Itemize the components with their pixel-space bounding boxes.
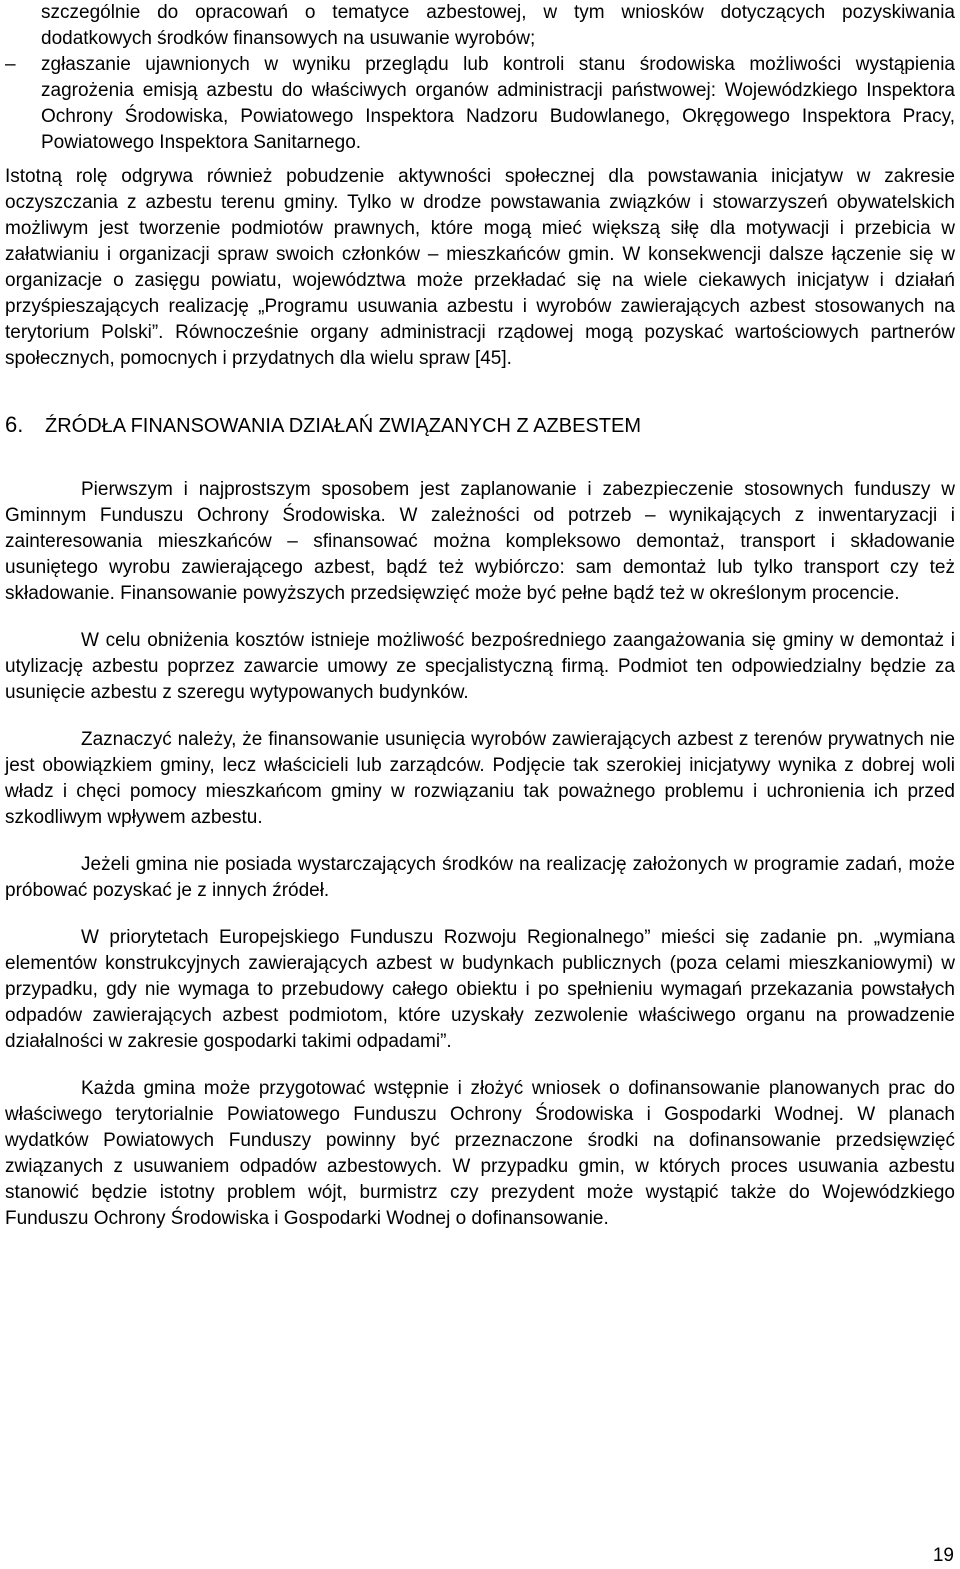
page-number: 19 — [932, 1545, 954, 1566]
section-number: 6. — [5, 412, 24, 437]
paragraph-financing-3: Zaznaczyć należy, że finansowanie usunięcia wyrobów zawierających azbest z terenów prywatnych nie jest obowiązkiem gminy, lecz właścicieli lub zarządców. Podjęcie tak szerokiej inicjatywy wynika z dobrej woli władz i chęci pomocy mieszkańcom gminy w rozwiązaniu tak poważnego problemu i uchronienia ich przed szkodliwym wpływem azbestu. — [5, 729, 955, 828]
bullet-continuation-text: szczególnie do opracowań o tematyce azbestowej, w tym wniosków dotyczących pozyskiwania dodatkowych środków finansowych na usuwanie wyrobów; — [41, 2, 955, 49]
section-heading — [5, 412, 955, 439]
paragraph-financing-5: W priorytetach Europejskiego Funduszu Rozwoju Regionalnego” mieści się zadanie pn. „wymiana elementów konstrukcyjnych zawierających azbest w budynkach publicznych (poza celami mieszkaniowymi) w przypadku, gdy nie wymaga to przebudowy całego obiektu i po spełnieniu wymagań przekazania powstałych odpadów zawierających azbest podmiotom, które uzyskały zezwolenie właściwego organu na prowadzenie działalności w zakresie gospodarki takimi odpadami”. — [5, 927, 955, 1052]
section-title: ŹRÓDŁA FINANSOWANIA DZIAŁAŃ ZWIĄZANYCH Z AZBESTEM — [45, 415, 641, 437]
bullet-item — [5, 52, 955, 156]
paragraph-financing-1: Pierwszym i najprostszym sposobem jest zaplanowanie i zabezpieczenie stosownych funduszy w Gminnym Funduszu Ochrony Środowiska. W zależności od potrzeb – wynikających z inwentaryzacji i zainteresowania mieszkańców – sfinansować można kompleksowo demontaż, transport i składowanie usuniętego wyrobu zawierającego azbest, bądź też wybiórczo: sam demontaż lub tylko transport czy też składowanie. Finansowanie powyższych przedsięwzięć może być pełne bądź też w określonym procencie. — [5, 479, 955, 604]
bullet-dash: – — [5, 54, 16, 75]
paragraph-financing-4: Jeżeli gmina nie posiada wystarczających środków na realizację założonych w programie zadań, może próbować pozyskać je z innych źródeł. — [5, 854, 955, 901]
paragraph-social-activity: Istotną rolę odgrywa również pobudzenie aktywności społecznej dla powstawania inicjatyw w zakresie oczyszczania z azbestu terenu gminy. Tylko w drodze powstawania związków i stowarzyszeń obywatelskich możliwym jest tworzenie podmiotów prawnych, które mogą mieć większą siłę dla motywacji i przebicia w załatwianiu i organizacji spraw swoich członków – mieszkańców gmin. W konsekwencji dalsze łączenie się w organizacje o zasięgu powiatu, województwa może przekładać się na wiele ciekawych inicjatyw i działań przyśpieszających realizację „Programu usuwania azbestu i wyrobów zawierających azbest stosowanych na terytorium Polski”. Równocześnie organy administracji rządowej mogą pozyskać wartościowych partnerów społecznych, pomocnych i przydatnych dla wielu spraw [45]. — [5, 166, 955, 369]
paragraph-financing-6: Każda gmina może przygotować wstępnie i złożyć wniosek o dofinansowanie planowanych prac do właściwego terytorialnie Powiatowego Funduszu Ochrony Środowiska i Gospodarki Wodnej. W planach wydatków Powiatowych Funduszy powinny być przeznaczone środki na dofinansowanie przedsięwzięć związanych z usuwaniem odpadów azbestowych. W przypadku gmin, w których proces usuwania azbestu stanowić będzie istotny problem wójt, burmistrz czy prezydent może wystąpić także do Wojewódzkiego Funduszu Ochrony Środowiska i Gospodarki Wodnej o dofinansowanie. — [5, 1078, 955, 1229]
paragraph-financing-2: W celu obniżenia kosztów istnieje możliwość bezpośredniego zaangażowania się gminy w demontaż i utylizację azbestu poprzez zawarcie umowy ze specjalistyczną firmą. Podmiot ten odpowiedzialny będzie za usunięcie azbestu z szeregu wytypowanych budynków. — [5, 630, 955, 703]
bullet-item-text: zgłaszanie ujawnionych w wyniku przeglądu lub kontroli stanu środowiska możliwości wystąpienia zagrożenia emisją azbestu do właściwych organów administracji państwowej: Wojewódzkiego Inspektora Ochrony Środowiska, Powiatowego Inspektora Nadzoru Budowlanego, Okręgowego Inspektora Pracy, Powiatowego Inspektora Sanitarnego. — [41, 54, 955, 153]
document-page — [5, 0, 955, 1245]
